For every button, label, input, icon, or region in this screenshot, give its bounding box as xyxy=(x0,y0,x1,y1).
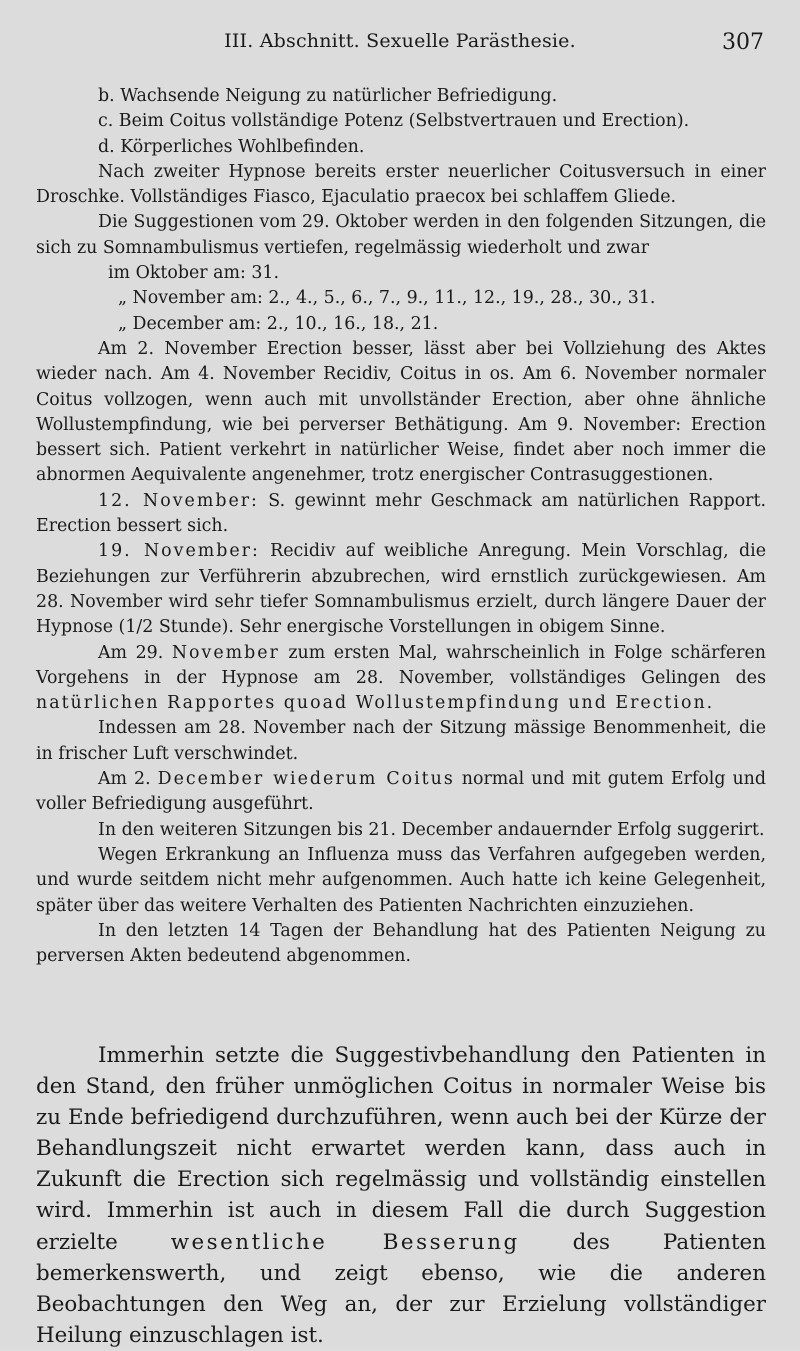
conclusion-text xyxy=(36,1040,766,1351)
date-19-november: 19. November: xyxy=(98,541,260,562)
paragraph-letzte-tage: In den letzten 14 Tagen der Behandlung hat des Patienten Neigung zu perversen Akten bedeutend abgenommen. xyxy=(36,920,766,967)
conclusion-spaced: wesentliche Besserung xyxy=(170,1229,520,1255)
paragraph-benommenheit: Indessen am 28. November nach der Sitzung mässige Benommenheit, die in frischer Luft verschwindet. xyxy=(36,718,766,764)
text-december-spaced: December wiederum Coitus xyxy=(157,769,455,790)
conclusion-part-1: Immerhin setzte die Suggestivbehandlung den Patienten in den Stand, den früher unmöglichen Coitus in normaler Weise bis zu Ende befriedigend durchzuführen, wenn auch bei der Kürze der Behandlungszeit nicht erwartet werden kann, dass auch in Zukunft die Erection sich regelmässig und vollständig einstellen wird. Immerhin ist auch in diesem Fall die durch Suggestion erzielte xyxy=(36,1043,766,1255)
paragraph-19-november xyxy=(36,539,766,640)
list-item-d: d. Körperliches Wohlbefinden. xyxy=(98,136,365,157)
sessions-december: „ December am: 2., 10., 16., 18., 21. xyxy=(118,313,439,334)
paragraph-weitere-sitzungen: In den weiteren Sitzungen bis 21. December andauernder Erfolg suggerirt. xyxy=(98,819,765,840)
main-text xyxy=(36,84,766,969)
list-item-c: c. Beim Coitus vollständige Potenz (Selbstvertrauen und Erection). xyxy=(98,111,690,132)
text-19-november: Recidiv auf weibliche Anregung. Mein Vorschlag, die Beziehungen zur Verführerin abzubrechen, wird ernstlich zurückgewiesen. Am 28. November wird sehr tiefer Somnambulismus erzielt, durch längere Dauer der Hypnose (1/2 Stunde). Sehr energische Vorstellungen in obigem Sinne. xyxy=(36,541,766,638)
date-12-november: 12. November: xyxy=(98,490,259,511)
sessions-oktober: im Oktober am: 31. xyxy=(108,263,280,284)
running-header xyxy=(36,30,764,60)
paragraph-suggestionen: Die Suggestionen vom 29. Oktober werden in den folgenden Sitzungen, die sich zu Somnambulismus vertiefen, regelmässig wiederholt und zwar xyxy=(36,212,766,258)
conclusion-part-2: des Patienten bemerkenswerth, und zeigt ebenso, wie die anderen Beobachtungen den Weg an, der zur Erzielung vollständiger Heilung einzuschlagen ist. xyxy=(36,1229,766,1348)
paragraph-29-november xyxy=(36,641,766,717)
running-title: III. Abschnitt. Sexuelle Parästhesie. xyxy=(224,30,576,52)
text-12-november: S. gewinnt mehr Geschmack am natürlichen Rapport. Erection bessert sich. xyxy=(36,490,766,537)
text-am-29: Am 29. xyxy=(98,642,172,663)
paragraph-november-progress: Am 2. November Erection besser, lässt aber bei Vollziehung des Aktes wieder nach. Am 4. November Recidiv, Coitus in os. Am 6. November normaler Coitus vollzogen, wenn auch mit unvollständer Erection, aber ohne ähnliche Wollustempfindung, wie bei perverser Bethätigung. Am 9. November: Erection bessert sich. Patient verkehrt in natürlicher Weise, findet aber noch immer die abnormen Aequivalente angenehmer, trotz energischer Contrasuggestionen. xyxy=(36,338,766,486)
text-am-2: Am 2. xyxy=(98,769,158,790)
text-november-spaced: November xyxy=(171,642,280,663)
paragraph-hypnose: Nach zweiter Hypnose bereits erster neuerlicher Coitusversuch in einer Droschke. Vollständiges Fiasco, Ejaculatio praecox bei schlaffem Gliede. xyxy=(36,161,766,208)
sessions-november: „ November am: 2., 4., 5., 6., 7., 9., 11., 12., 19., 28., 30., 31. xyxy=(118,288,656,309)
text-rapportes-spaced: natürlichen Rapportes quoad Wollustempfindung und Erection. xyxy=(36,693,715,714)
text-29-november: zum ersten Mal, wahrscheinlich in Folge schärferen Vorgehens in der Hypnose am 28. November, vollständiges Gelingen des xyxy=(36,642,766,688)
text-2-december: normal und mit gutem Erfolg und voller Befriedigung ausgeführt. xyxy=(36,769,767,815)
paragraph-conclusion xyxy=(36,1040,766,1351)
paragraph-influenza: Wegen Erkrankung an Influenza muss das Verfahren aufgegeben werden, und wurde seitdem nicht mehr aufgenommen. Auch hatte ich keine Gelegenheit, später über das weitere Verhalten des Patienten Nachrichten einzuziehen. xyxy=(36,844,766,916)
paragraph-2-december xyxy=(36,767,766,818)
paragraph-12-november xyxy=(36,489,766,540)
list-item-b: b. Wachsende Neigung zu natürlicher Befriedigung. xyxy=(98,86,558,106)
page-number: 307 xyxy=(722,30,764,55)
